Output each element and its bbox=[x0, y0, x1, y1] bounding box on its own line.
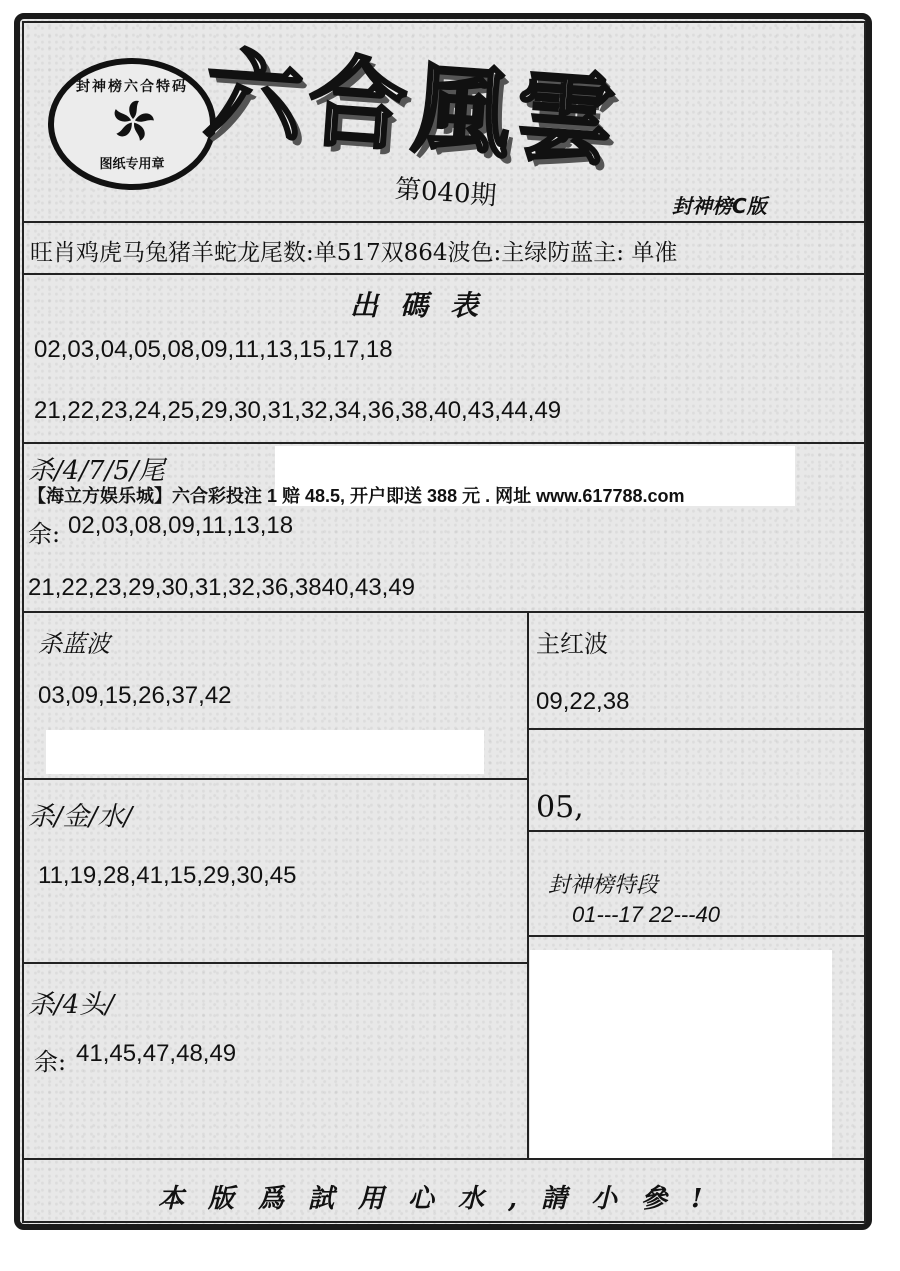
special-segment-range: 01---17 22---40 bbox=[572, 902, 720, 927]
divider bbox=[22, 221, 866, 223]
rest-label: 余: bbox=[28, 520, 61, 548]
kill-head-numbers: 41,45,47,48,49 bbox=[76, 1040, 237, 1067]
kill-head-title: 杀/4头/ bbox=[28, 990, 115, 1020]
divider bbox=[22, 611, 866, 613]
divider bbox=[22, 962, 528, 964]
divider bbox=[22, 1158, 866, 1160]
kill-gold-water-title: 杀/金/水/ bbox=[28, 802, 133, 832]
kill-tail-row: 21,22,23,29,30,31,32,36,3840,43,49 bbox=[28, 574, 416, 601]
blank-area bbox=[530, 950, 832, 1158]
ad-text: 【海立方娱乐城】六合彩投注 1 赔 48.5, 开户即送 388 元 . 网址 www.617788.com bbox=[28, 486, 685, 506]
info-line: 旺肖鸡虎马兔猪羊蛇龙尾数:单517双864波色:主绿防蓝主: 单准 bbox=[30, 240, 678, 266]
kill-blue-numbers: 03,09,15,26,37,42 bbox=[38, 682, 232, 709]
main-red-title: 主红波 bbox=[536, 630, 608, 658]
divider bbox=[528, 728, 866, 730]
main-red-numbers: 09,22,38 bbox=[536, 688, 630, 715]
seal-top-text: 封神榜六合特码 bbox=[76, 79, 188, 95]
code-table-row: 21,22,23,24,25,29,30,31,32,34,36,38,40,43,44,49 bbox=[34, 397, 562, 424]
page-title: 六合風雲 bbox=[200, 36, 624, 181]
kill-blue-title: 杀蓝波 bbox=[38, 630, 110, 658]
divider bbox=[527, 611, 529, 1159]
footer-note: 本版爲試用心水,請小參! bbox=[158, 1184, 727, 1214]
divider bbox=[22, 778, 528, 780]
edition-label: 封神榜C版 bbox=[672, 194, 767, 218]
divider bbox=[528, 830, 866, 832]
divider bbox=[22, 442, 866, 444]
kill-gold-water-numbers: 11,19,28,41,15,29,30,45 bbox=[38, 862, 297, 889]
blank-area bbox=[46, 730, 484, 774]
kill-tail-title: 杀/4/7/5/尾 bbox=[28, 456, 165, 486]
code-table-row: 02,03,04,05,08,09,11,13,15,17,18 bbox=[34, 336, 393, 363]
single-number: 05, bbox=[536, 790, 584, 825]
rest-label: 余: bbox=[34, 1048, 67, 1076]
code-table-title: 出碼表 bbox=[350, 289, 501, 322]
divider bbox=[22, 273, 866, 275]
divider bbox=[528, 935, 866, 937]
seal-bottom-text: 图纸专用章 bbox=[99, 157, 165, 172]
seal-stamp bbox=[48, 58, 216, 190]
special-segment-title: 封神榜特段 bbox=[548, 873, 659, 898]
bauhinia-icon bbox=[110, 98, 156, 144]
issue-number: 第040期 bbox=[393, 174, 498, 212]
kill-tail-row: 02,03,08,09,11,13,18 bbox=[68, 512, 294, 539]
